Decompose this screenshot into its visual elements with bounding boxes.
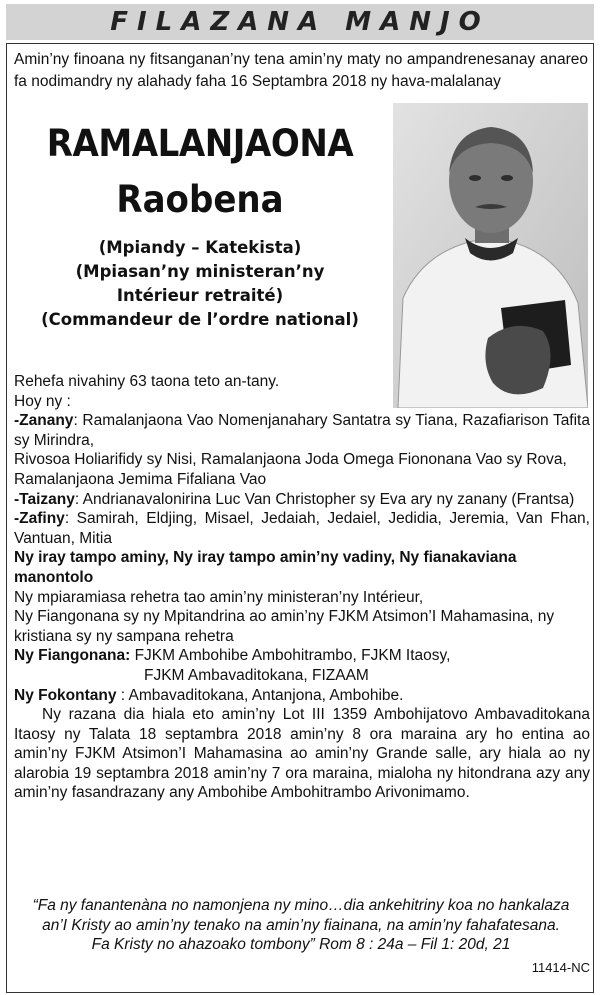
fiangonana-label: Ny Fiangonana: (14, 647, 131, 665)
zanany-text: : Ramalanjaona Vao Nomenjanahary Santatra sy Tiana, Razafiarison Tafita sy Mirindra, (14, 412, 590, 449)
zafiny-label: -Zafiny (14, 510, 65, 528)
title-line: (Commandeur de l’ordre national) (41, 310, 359, 329)
deceased-titles (14, 236, 386, 332)
deceased-surname: RAMALANJAONA (46, 122, 354, 165)
church-line: Ny Fiangonana sy ny Mpitandrina ao amin’ny FJKM Atsimon’I Mahamasina, ny kristiana sy ny sampana rehetra (14, 608, 555, 645)
hoy-ny-line: Hoy ny : (14, 392, 71, 410)
taizany-label: -Taizany (14, 490, 75, 508)
fokontany-paragraph (14, 686, 590, 706)
fiangonana-text: FJKM Ambohibe Ambohitrambo, FJKM Itaosy, (130, 647, 451, 665)
fokontany-text: : Ambavaditokana, Antanjona, Ambohibe. (116, 686, 404, 704)
zanany-label: -Zanany (14, 412, 74, 430)
fokontany-label: Ny Fokontany (14, 686, 117, 704)
portrait-photo (393, 103, 588, 408)
fiangonana-line-2: FJKM Ambavaditokana, FIZAAM (144, 666, 369, 684)
funeral-paragraph: Ny razana dia hiala eto amin’ny Lot III 1359 Ambohijatovo Ambavaditokana Itaosy ny Talata 18 septambra 2018 amin’ny 8 ora maraina ary ho entina ao amin’ny FJKM Atsimon’I Mahamasina ao amin’ny Grande salle, ary hiala ao ny alarobia 19 septambra 2018 amin’ny 7 ora maraina, mialoha ny hitondrana azy any amin’ny fasandrazany any Ambohibe Ambohitrambo Arivonimamo. (14, 706, 590, 802)
deceased-given-name: Raobena (116, 178, 284, 221)
zanany-line-3: Ramalanjaona Jemima Fifaliana Vao (14, 470, 267, 488)
notice-title: FILAZANA MANJO (110, 7, 490, 37)
quote-line: an’I Kristy ao amin’ny tenako na amin’ny fiainana, na amin’ny fahafatesana. (42, 916, 560, 934)
reference-code: 11414-NC (531, 960, 590, 975)
scripture-quote (14, 896, 588, 955)
taizany-text: : Andrianavalonirina Luc Van Christopher sy Eva ary ny zanany (Frantsa) (74, 490, 575, 508)
portrait-illustration (393, 103, 588, 408)
taizany-paragraph (14, 490, 590, 510)
intro-text: Amin’ny finoana ny fitsanganan’ny tena amin’ny maty no ampandrenesanay anareo fa nodimandry ny alahady faha 16 Septambra 2018 ny hava-malalanay (14, 51, 588, 90)
zafiny-paragraph (14, 509, 590, 548)
notice-header (6, 4, 594, 40)
family-line: Ny iray tampo aminy, Ny iray tampo amin’ny vadiny, Ny fianakaviana manontolo (14, 549, 517, 586)
zafiny-text: : Samirah, Eldjing, Misael, Jedaiah, Jedaiel, Jedidia, Jeremia, Van Fhan, Vantuan, Mitia (14, 510, 590, 547)
title-line: Intérieur retraité) (116, 286, 284, 305)
zanany-line-2: Rivosoa Holiarifidy sy Nisi, Ramalanjaona Joda Omega Fiononana Vao sy Rova, (14, 451, 567, 469)
fiangonana-paragraph (14, 646, 590, 666)
zanany-paragraph (14, 411, 590, 450)
title-line: (Mpiasan’ny ministeran’ny (75, 262, 325, 281)
quote-line: Fa Kristy no ahazoako tombony” Rom 8 : 24a – Fil 1: 20d, 21 (91, 936, 511, 954)
notice-body (14, 372, 590, 803)
quote-line: “Fa ny fanantenàna no namonjena ny mino…dia ankehitriny koa no hankalaza (32, 897, 570, 914)
age-line: Rehefa nivahiny 63 taona teto an-tany. (14, 373, 280, 390)
ministry-line: Ny mpiaramiasa rehetra tao amin’ny ministeran’ny Intérieur, (14, 588, 424, 606)
title-line: (Mpiandy – Katekista) (98, 238, 302, 257)
